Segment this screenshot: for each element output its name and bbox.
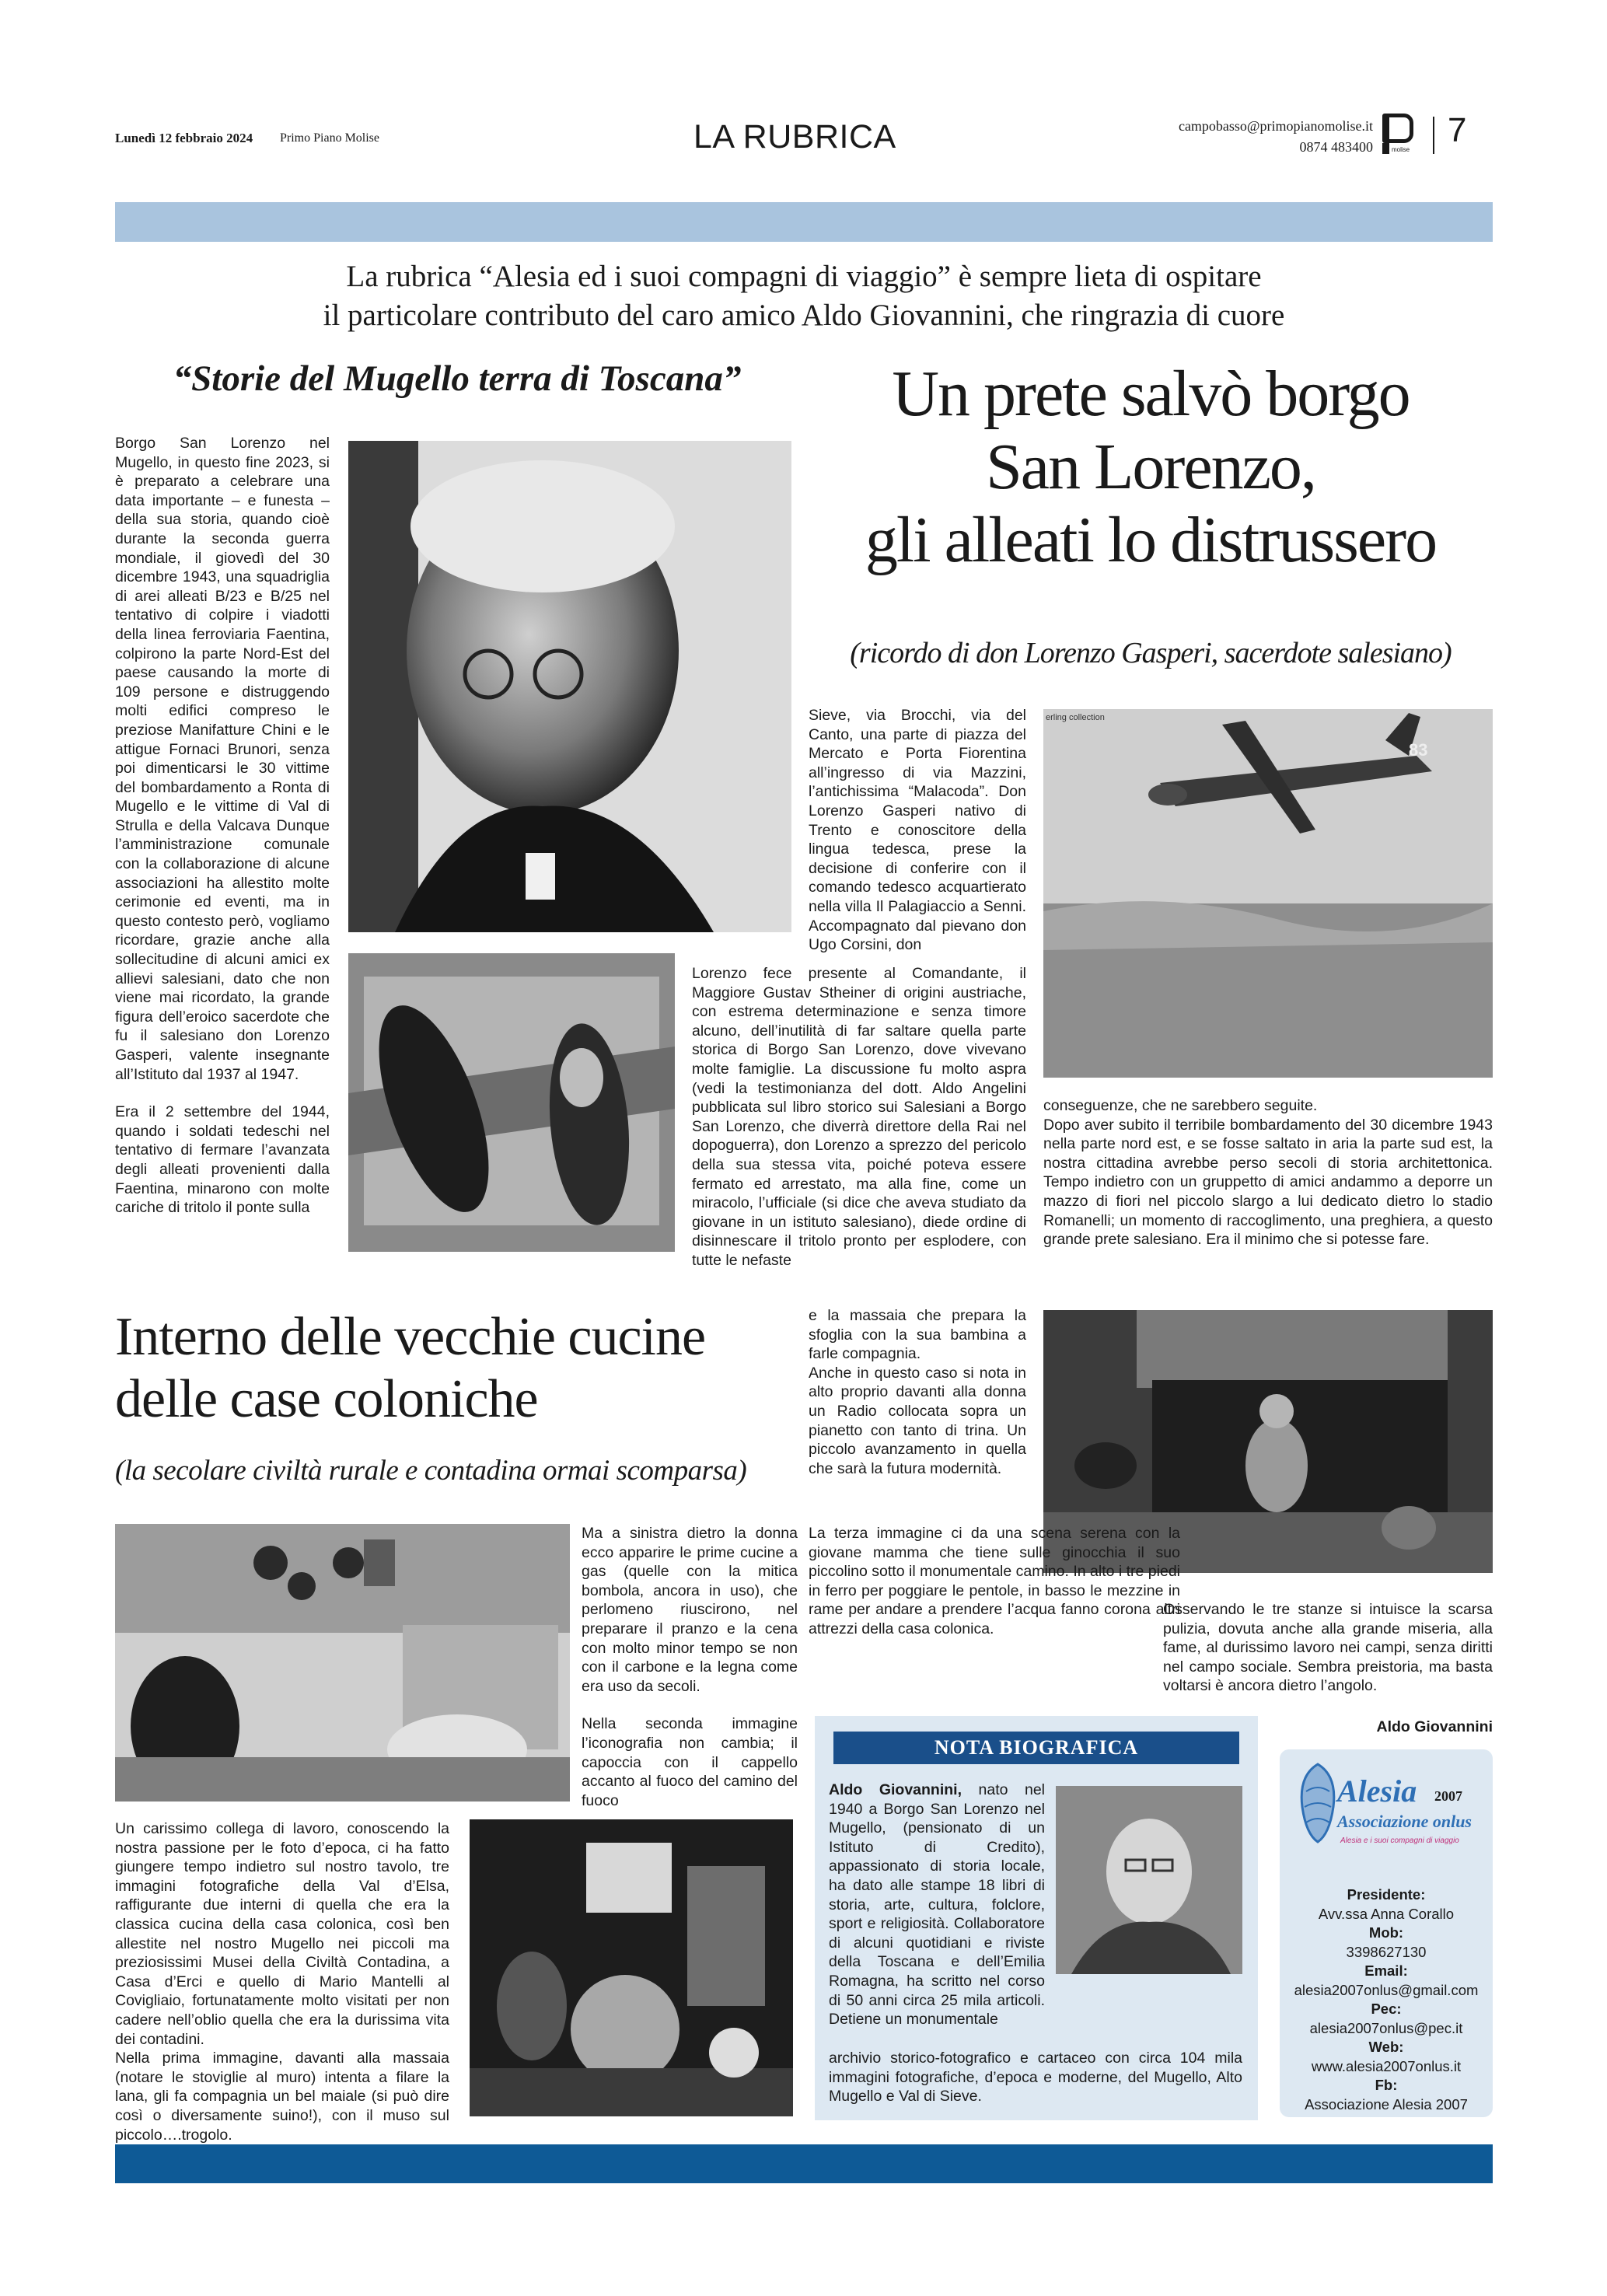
alesia-logo: [1291, 1760, 1482, 1850]
aerial-bombing-photo: [348, 953, 675, 1252]
kitchen-column-bottom-left: [115, 1819, 449, 2144]
article-paragraph: Un carissimo collega di lavoro, conoscendo la nostra passione per le foto d’epoca, ci ha fatto giungere tempo indietro sul nostro tavolo, tre immagini fotografiche della Val d’Elsa, raffigurante due interni di quella che era la classica cucina della casa colonica, così ben allestite nel nostro Mugello nei piccoli ma preziosissimi Musei della Civiltà Contadina, a Casa d’Erci e quello di Mario Mantelli al Covigliaio, fortunatamente molto visitati per non cadere nell’oblio quella che era la durissima vita dei contadini. Nella prima immagine, davanti alla massaia (notare le stoviglie al muro) intenta a filare la lana, gli fa compagnia un bel maiale (si può dire così o diversamente suino!), con il muso sul piccolo….trogolo.: [115, 1820, 449, 2144]
bio-header-label: NOTA BIOGRAFICA: [934, 1736, 1139, 1759]
mob-number: 3398627130: [1346, 1943, 1427, 1960]
bottom-color-band: [115, 2144, 1493, 2183]
logo-sub: molise: [1392, 146, 1410, 153]
alesia-logo-year: 2007: [1434, 1788, 1462, 1804]
contact-phone: 0874 483400: [1299, 139, 1373, 155]
bio-text-wide: [829, 2049, 1242, 2106]
top-color-band: [115, 202, 1493, 242]
article-column-1: [115, 434, 330, 1218]
alesia-association-box: [1280, 1749, 1493, 2117]
article-column-4: [1043, 1096, 1493, 1249]
section-title: LA RUBRICA: [693, 118, 896, 156]
author-portrait-photo: [1056, 1786, 1242, 1974]
kitchen-pig-photo: [115, 1524, 570, 1802]
article-paragraph: Osservando le tre stanze si intuisce la scarsa pulizia, dovuta anche alla grande miseria, alla fame, al durissimo lavoro nei campi, senza diritti nel campo sociale. Sembra preistoria, ma basta voltarsi è ancora dietro l’angolo.: [1163, 1601, 1493, 1695]
article-column-3: [809, 706, 1026, 955]
article-paragraph: Era il 2 settembre del 1944, quando i soldati tedeschi nel tentativo di fermare l’avanzata degli alleati provenienti dalla Faentina, minarono con molte cariche di tritolo il ponte sulla: [115, 1103, 330, 1217]
kitchen-column-right: [1163, 1600, 1493, 1696]
photo-credit: erling collection: [1046, 713, 1105, 722]
article-paragraph: Nella seconda immagine l’iconografia non cambia; il capoccia con il cappello accanto al fuoco del camino del fuoco: [582, 1715, 798, 1809]
bio-box: [815, 1716, 1258, 2120]
article-paragraph: Sieve, via Brocchi, via del Canto, una parte di piazza del Mercato e Porta Fiorentina all’ingresso di via Mazzini, l’antichissima “Malacoda”. Don Lorenzo Gasperi nativo di Trento e conoscitore della lingua tedesca, prese la decisione di conferire con il comando tedesco acquartierato nella villa Il Palagiaccio a Senni. Accompagnato dal pievano don Ugo Corsini, don: [809, 707, 1026, 954]
email-address: alesia2007onlus@gmail.com: [1294, 1981, 1479, 1998]
page-number: 7: [1448, 111, 1467, 149]
bio-text: nato nel 1940 a Borgo San Lorenzo nel Mugello, (pensionato di un Istituto di Credito), appassionato di storia locale, ha dato alle stampe 18 libri di storia, arte, cultura, folclore, sport e religiosità. Collaboratore di alcuni quotidiani e riviste della Toscana e dell’Emilia Romagna, ha scritto nel corso di 50 anni circa 25 mila articoli. Detiene un monumentale: [829, 1781, 1045, 2029]
article-paragraph: Ma a sinistra dietro la donna ecco apparire le prime cucine a gas (quelle con la mitica bombola, ancora in uso), che perlomeno riuscirono, nel preparare il pranzo e la cena con molto minor tempo se non con il carbone e la legna come era uso da secoli.: [582, 1525, 798, 1695]
intro-line-2: il particolare contributo del caro amico Aldo Giovannini, che ringrazia di cuore: [323, 299, 1285, 332]
bomber-plane-photo: [1043, 709, 1493, 1078]
kitchen-column-third: [809, 1524, 1180, 1639]
article-title-line-3: gli alleati lo distrussero: [865, 504, 1437, 576]
article-paragraph: Borgo San Lorenzo nel Mugello, in questo fine 2023, si è preparato a celebrare una data importante – e funesta – della sua storia, quando cioè durante la seconda guerra mondiale, il giovedì del 30 dicembre 1943, una squadriglia di arei alleati B/23 e B/25 nel tentativo di colpire i viadotti della linea ferroviaria Faentina, colpirono la parte Nord-Est del paese causando la morte di 109 persone e distruggendo molti edifici compreso le preziose Manifatture Chini e le attigue Fornaci Brunori, senza poi dimenticarsi le 30 vittime del bombardamento a Ronta di Mugello e le vittime di Val di Strulla e della Valcava Dunque l’amministrazione comunale con la collaborazione di alcune associazioni ha allestito molte cerimonie ed eventi, ma in questo contesto però, vogliamo ricordare, grazie anche alla sollecitudine di alcuni amici ex allievi salesiani, dato che non viene mai ricordato, la grande figura dell’eroico sacerdote che fu il salesiano don Lorenzo Gasperi, valente insegnante all’Istituto dal 1937 al 1947.: [115, 435, 330, 1083]
email-label: Email:: [1364, 1962, 1408, 1979]
bio-text: archivio storico-fotografico e cartaceo con circa 104 mila immagini fotografiche, d’epoca e moderne, del Mugello, Alto Mugello e Val di Sieve.: [829, 2050, 1242, 2106]
alesia-contacts: [1280, 1885, 1493, 2114]
article-signature: Aldo Giovannini: [1376, 1718, 1493, 1735]
kitchen-title-line-1: Interno delle vecchie cucine: [115, 1307, 706, 1367]
plane-marking: 83: [1409, 740, 1428, 760]
fb-page: Associazione Alesia 2007: [1305, 2095, 1468, 2113]
article-paragraph: e la massaia che prepara la sfoglia con la sua bambina a farle compagnia. Anche in questo caso si nota in alto proprio davanti alla donna un Radio collocata sopra un pianetto con tanto di trina. Un piccolo avanzamento in quella che sarà la futura modernità.: [809, 1307, 1026, 1477]
kitchen-article-subtitle: (la secolare civiltà rurale e contadina ormai scomparsa): [115, 1455, 747, 1487]
article-subtitle: (ricordo di don Lorenzo Gasperi, sacerdote salesiano): [850, 637, 1452, 669]
article-paragraph: Lorenzo fece presente al Comandante, il Maggiore Gustav Stheiner di origini austriache, con estrema determinazione e senza timore alcuno, dell’inutilità di far saltare quella parte storica di Borgo San Lorenzo, dove vivevano molte famiglie. La discussione fu molto aspra (vedi la testimonianza del dott. Aldo Angelini pubblicata sul libro storico sui Salesiani a Borgo San Lorenzo, che diverrà direttore della Rai nel dopoguerra), don Lorenzo a sprezzo del pericolo della sua stessa vita, poiché poteva essere fermato ed arrestato, ma alla fine, come un miracolo, l’ufficiale (si dice che aveva studiato da giovane in un istituto salesiano), diede ordine di disinnescare il tritolo pronto per esplodere, con tutte le nefaste: [692, 965, 1026, 1269]
bio-name: Aldo Giovannini,: [829, 1781, 962, 1798]
kitchen-article-title: [115, 1306, 799, 1431]
bio-header: [833, 1732, 1239, 1764]
fb-label: Fb:: [1375, 2077, 1398, 2093]
intro-line-1: La rubrica “Alesia ed i suoi compagni di viaggio” è sempre lieta di ospitare: [346, 260, 1262, 293]
kitchen-column-middle: [582, 1524, 798, 1810]
contact-email: campobasso@primopianomolise.it: [1178, 118, 1373, 134]
pec-address: alesia2007onlus@pec.it: [1309, 2019, 1463, 2036]
president-label: Presidente:: [1347, 1886, 1426, 1903]
article-column-3-continued: [692, 964, 1026, 1270]
article-kicker: “Storie del Mugello terra di Toscana”: [173, 358, 742, 399]
mob-label: Mob:: [1368, 1924, 1404, 1941]
article-paragraph: La terza immagine ci da una scena serena con la giovane mamma che tiene sulle ginocchia il suo piccolino sotto il monumentale camino. In alto i tre piedi in ferro per poggiare le pentole, in basso le mezzine in rame per andare a prendere l’acqua fanno corona altri attrezzi della casa colonica.: [809, 1525, 1180, 1637]
issue-date: Lunedì 12 febbraio 2024: [115, 131, 253, 145]
paper-logo: [1382, 114, 1418, 157]
alesia-logo-tagline: Alesia e i suoi compagni di viaggio: [1340, 1836, 1459, 1845]
kitchen-sfoglia-photo: [470, 1819, 793, 2116]
article-title-line-1: Un prete salvò borgo: [892, 358, 1410, 430]
kitchen-title-line-2: delle case coloniche: [115, 1369, 538, 1429]
kitchen-column-top-right: [809, 1306, 1026, 1478]
priest-portrait-photo: [348, 441, 791, 932]
header-separator: [1433, 117, 1434, 154]
president-name: Avv.ssa Anna Corallo: [1318, 1905, 1455, 1922]
web-label: Web:: [1368, 2039, 1404, 2055]
web-address: www.alesia2007onlus.it: [1311, 2057, 1462, 2074]
alesia-logo-assoc: Associazione onlus: [1337, 1812, 1472, 1831]
pec-label: Pec:: [1371, 2001, 1402, 2017]
bio-text-narrow: [829, 1781, 1045, 2029]
article-title-line-2: San Lorenzo,: [986, 431, 1315, 503]
alesia-logo-name: Alesia: [1337, 1774, 1417, 1808]
paper-name: Primo Piano Molise: [280, 131, 380, 145]
article-title: [809, 358, 1493, 577]
article-paragraph: conseguenze, che ne sarebbero seguite. Dopo aver subito il terribile bombardamento del 30 dicembre 1943 nella parte nord est, e se fosse saltato in aria la parte sud est, la nostra cittadina avrebbe perso secoli di storia architettonica. Tempo indietro con un gruppetto di amici andammo a deporre un mazzo di fiori nel piccolo slargo a lui dedicato dietro lo stadio Romanelli; un momento di raccoglimento, una preghiera, a questo grande prete salesiano. Era il minimo che si potesse fare.: [1043, 1097, 1493, 1249]
